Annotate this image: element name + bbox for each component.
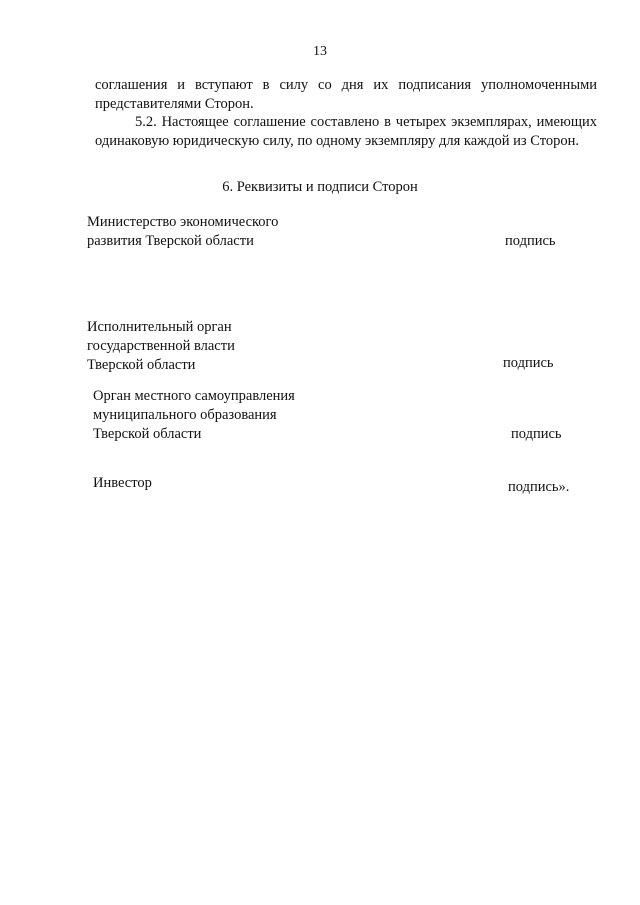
signature-placeholder: подпись	[511, 426, 562, 442]
party-name-line: Тверской области	[87, 357, 196, 373]
signature-placeholder: подпись	[505, 233, 556, 249]
party-investor	[93, 474, 152, 493]
party-name-line: государственной власти	[87, 338, 235, 354]
paragraph-continuation: соглашения и вступают в силу со дня их подписания уполномоченными представителями Сторон.	[95, 77, 597, 112]
party-name-line: Инвестор	[93, 475, 152, 491]
page-number: 13	[313, 44, 327, 59]
party-name-line: муниципального образования	[93, 407, 277, 423]
party-name-line: Исполнительный орган	[87, 319, 232, 335]
paragraph-clause-5-2: 5.2. Настоящее соглашение составлено в четырех экземплярах, имеющих одинаковую юридическую силу, по одному экземпляру для каждой из Сторон.	[95, 114, 597, 149]
party-name-line: Тверской области	[93, 426, 202, 442]
party-executive-body	[87, 318, 235, 375]
party-ministry	[87, 213, 278, 251]
party-name-line: Министерство экономического	[87, 214, 279, 230]
signature-placeholder: подпись».	[508, 479, 570, 495]
party-local-government	[93, 387, 295, 444]
party-name-line: развития Тверской области	[87, 233, 254, 249]
section-heading: 6. Реквизиты и подписи Сторон	[222, 179, 418, 195]
party-name-line: Орган местного самоуправления	[93, 388, 295, 404]
signature-placeholder: подпись	[503, 355, 554, 371]
